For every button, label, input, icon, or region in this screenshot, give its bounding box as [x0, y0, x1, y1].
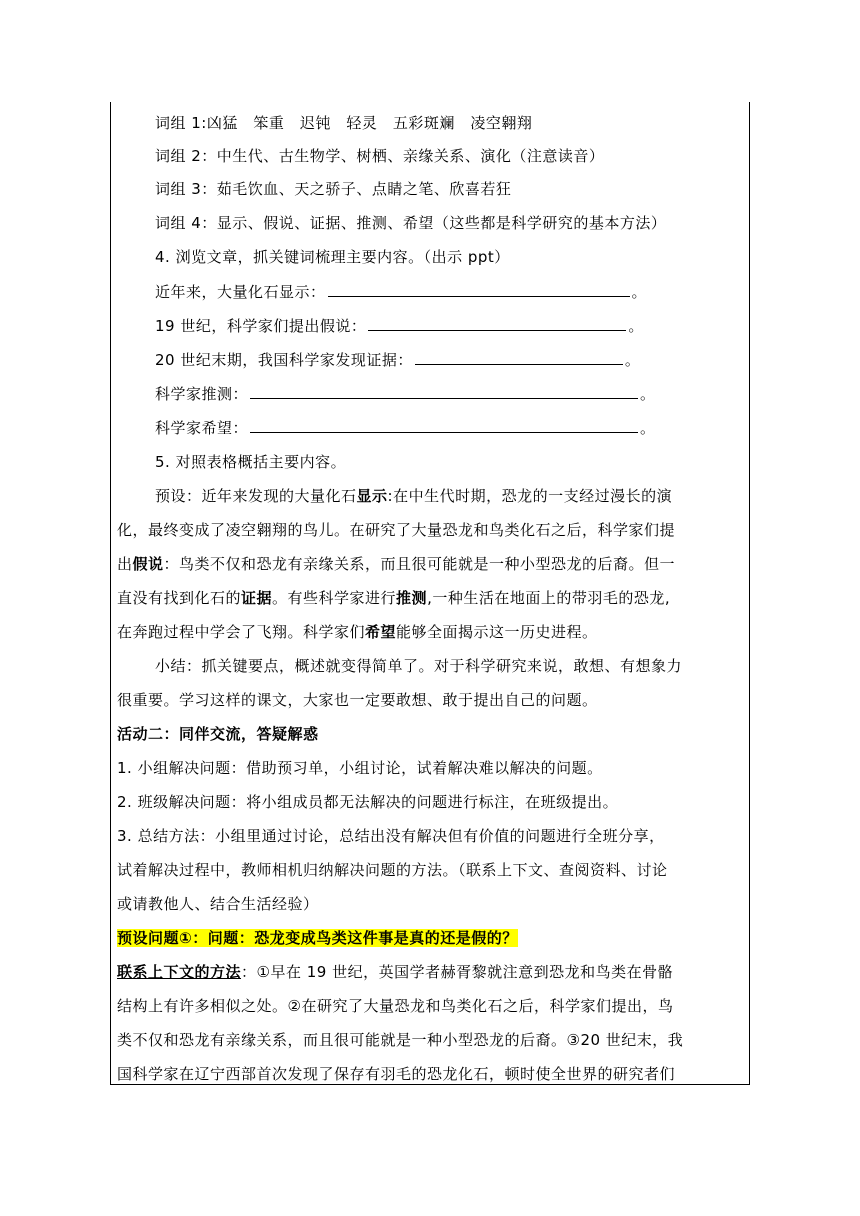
fill-blank-4: [250, 384, 638, 399]
text-run: :在中生代时期，恐龙的一支经过漫长的演: [387, 487, 673, 505]
text-run: 预设：近年来发现的大量化石: [155, 487, 357, 505]
step-5: 5. 对照表格概括主要内容。: [155, 453, 347, 471]
fill-line-3: [155, 350, 640, 370]
activity-2-heading: 活动二：同伴交流，答疑解惑: [117, 725, 319, 743]
fill-label-5: 科学家希望：: [155, 419, 249, 437]
activity-item-3-line-1: 3. 总结方法：小组里通过讨论，总结出没有解决但有价值的问题进行全班分享，: [117, 827, 665, 845]
fill-label-2: 19 世纪，科学家们提出假说：: [155, 317, 367, 335]
fill-label-3: 20 世纪末期，我国科学家发现证据：: [155, 351, 413, 369]
activity-item-1: 1. 小组解决问题：借助预习单，小组讨论，试着解决难以解决的问题。: [117, 759, 603, 777]
fill-end-5: 。: [640, 419, 656, 437]
preset-para-line-5: [117, 622, 598, 642]
keyword-hypothesis: 假说: [132, 555, 164, 573]
text-run: 。有些科学家进行: [272, 589, 397, 607]
fill-line-1: [155, 282, 647, 302]
text-run: ,一种生活在地面上的带羽毛的恐龙,: [427, 589, 671, 607]
word-group-1: 词组 1:凶猛 笨重 迟钝 轻灵 五彩斑斓 凌空翱翔: [155, 114, 533, 132]
fill-end-1: 。: [631, 283, 648, 301]
activity-item-2: 2. 班级解决问题：将小组成员都无法解决的问题进行标注，在班级提出。: [117, 793, 619, 811]
summary-line-2: 很重要。学习这样的课文，大家也一定要敢想、敢于提出自己的问题。: [117, 691, 598, 709]
fill-line-4: [155, 384, 656, 404]
fill-blank-1: [328, 282, 630, 297]
text-run: 在奔跑过程中学会了飞翔。科学家们: [117, 623, 366, 641]
keyword-evidence: 证据: [241, 589, 273, 607]
text-run: 能够全面揭示这一历史进程。: [396, 623, 598, 641]
method-line-2: 结构上有许多相似之处。②在研究了大量恐龙和鸟类化石之后，科学家们提出，鸟: [117, 997, 674, 1015]
text-run: ：鸟类不仅和恐龙有亲缘关系，而且很可能就是一种小型恐龙的后裔。但一: [163, 555, 676, 573]
word-group-3: 词组 3：茹毛饮血、天之骄子、点睛之笔、欣喜若狂: [155, 180, 512, 198]
summary-line-1: 小结：抓关键要点，概述就变得简单了。对于科学研究来说，敢想、有想象力: [155, 657, 683, 675]
fill-label-1: 近年来，大量化石显示：: [155, 283, 326, 301]
fill-end-2: 。: [628, 317, 644, 335]
preset-para-line-4: [117, 588, 670, 608]
fill-end-3: 。: [624, 351, 641, 369]
method-line-1: [117, 962, 673, 982]
fill-end-4: 。: [640, 385, 656, 403]
method-line-4: 国科学家在辽宁西部首次发现了保存有羽毛的恐龙化石，顿时使全世界的研究者们: [117, 1065, 676, 1083]
preset-para-line-3: [117, 554, 675, 574]
text-run: 出: [117, 555, 133, 573]
fill-line-2: [155, 316, 644, 336]
word-group-4: 词组 4：显示、假说、证据、推测、希望（这些都是科学研究的基本方法）: [155, 214, 667, 232]
preset-question-1: [117, 928, 518, 948]
fill-line-5: [155, 418, 656, 438]
step-4: 4. 浏览文章，抓关键词梳理主要内容。（出示 ppt）: [155, 248, 510, 266]
text-run: 直没有找到化石的: [117, 589, 242, 607]
fill-blank-5: [250, 418, 638, 433]
activity-item-3-line-2: 试着解决过程中，教师相机归纳解决问题的方法。（联系上下文、查阅资料、讨论: [117, 861, 668, 879]
method-line-3: 类不仅和恐龙有亲缘关系，而且很可能就是一种小型恐龙的后裔。③20 世纪末，我: [117, 1031, 684, 1049]
preset-para-line-2: 化，最终变成了凌空翱翔的鸟儿。在研究了大量恐龙和鸟类化石之后，科学家们提: [117, 521, 676, 539]
preset-para-line-1: [155, 486, 672, 506]
fill-label-4: 科学家推测：: [155, 385, 249, 403]
text-run: ：①早在 19 世纪，英国学者赫胥黎就注意到恐龙和鸟类在骨骼: [241, 963, 674, 981]
keyword-display: 显示: [356, 487, 388, 505]
highlighted-question: 预设问题①：问题：恐龙变成鸟类这件事是真的还是假的？: [117, 929, 518, 947]
activity-item-3-line-3: 或请教他人、结合生活经验）: [117, 895, 319, 913]
keyword-hope: 希望: [365, 623, 397, 641]
fill-blank-3: [415, 350, 623, 365]
word-group-2: 词组 2：中生代、古生物学、树栖、亲缘关系、演化（注意读音）: [155, 147, 605, 165]
fill-blank-2: [368, 316, 626, 331]
method-label: 联系上下文的方法: [117, 963, 242, 981]
keyword-speculation: 推测: [396, 589, 428, 607]
